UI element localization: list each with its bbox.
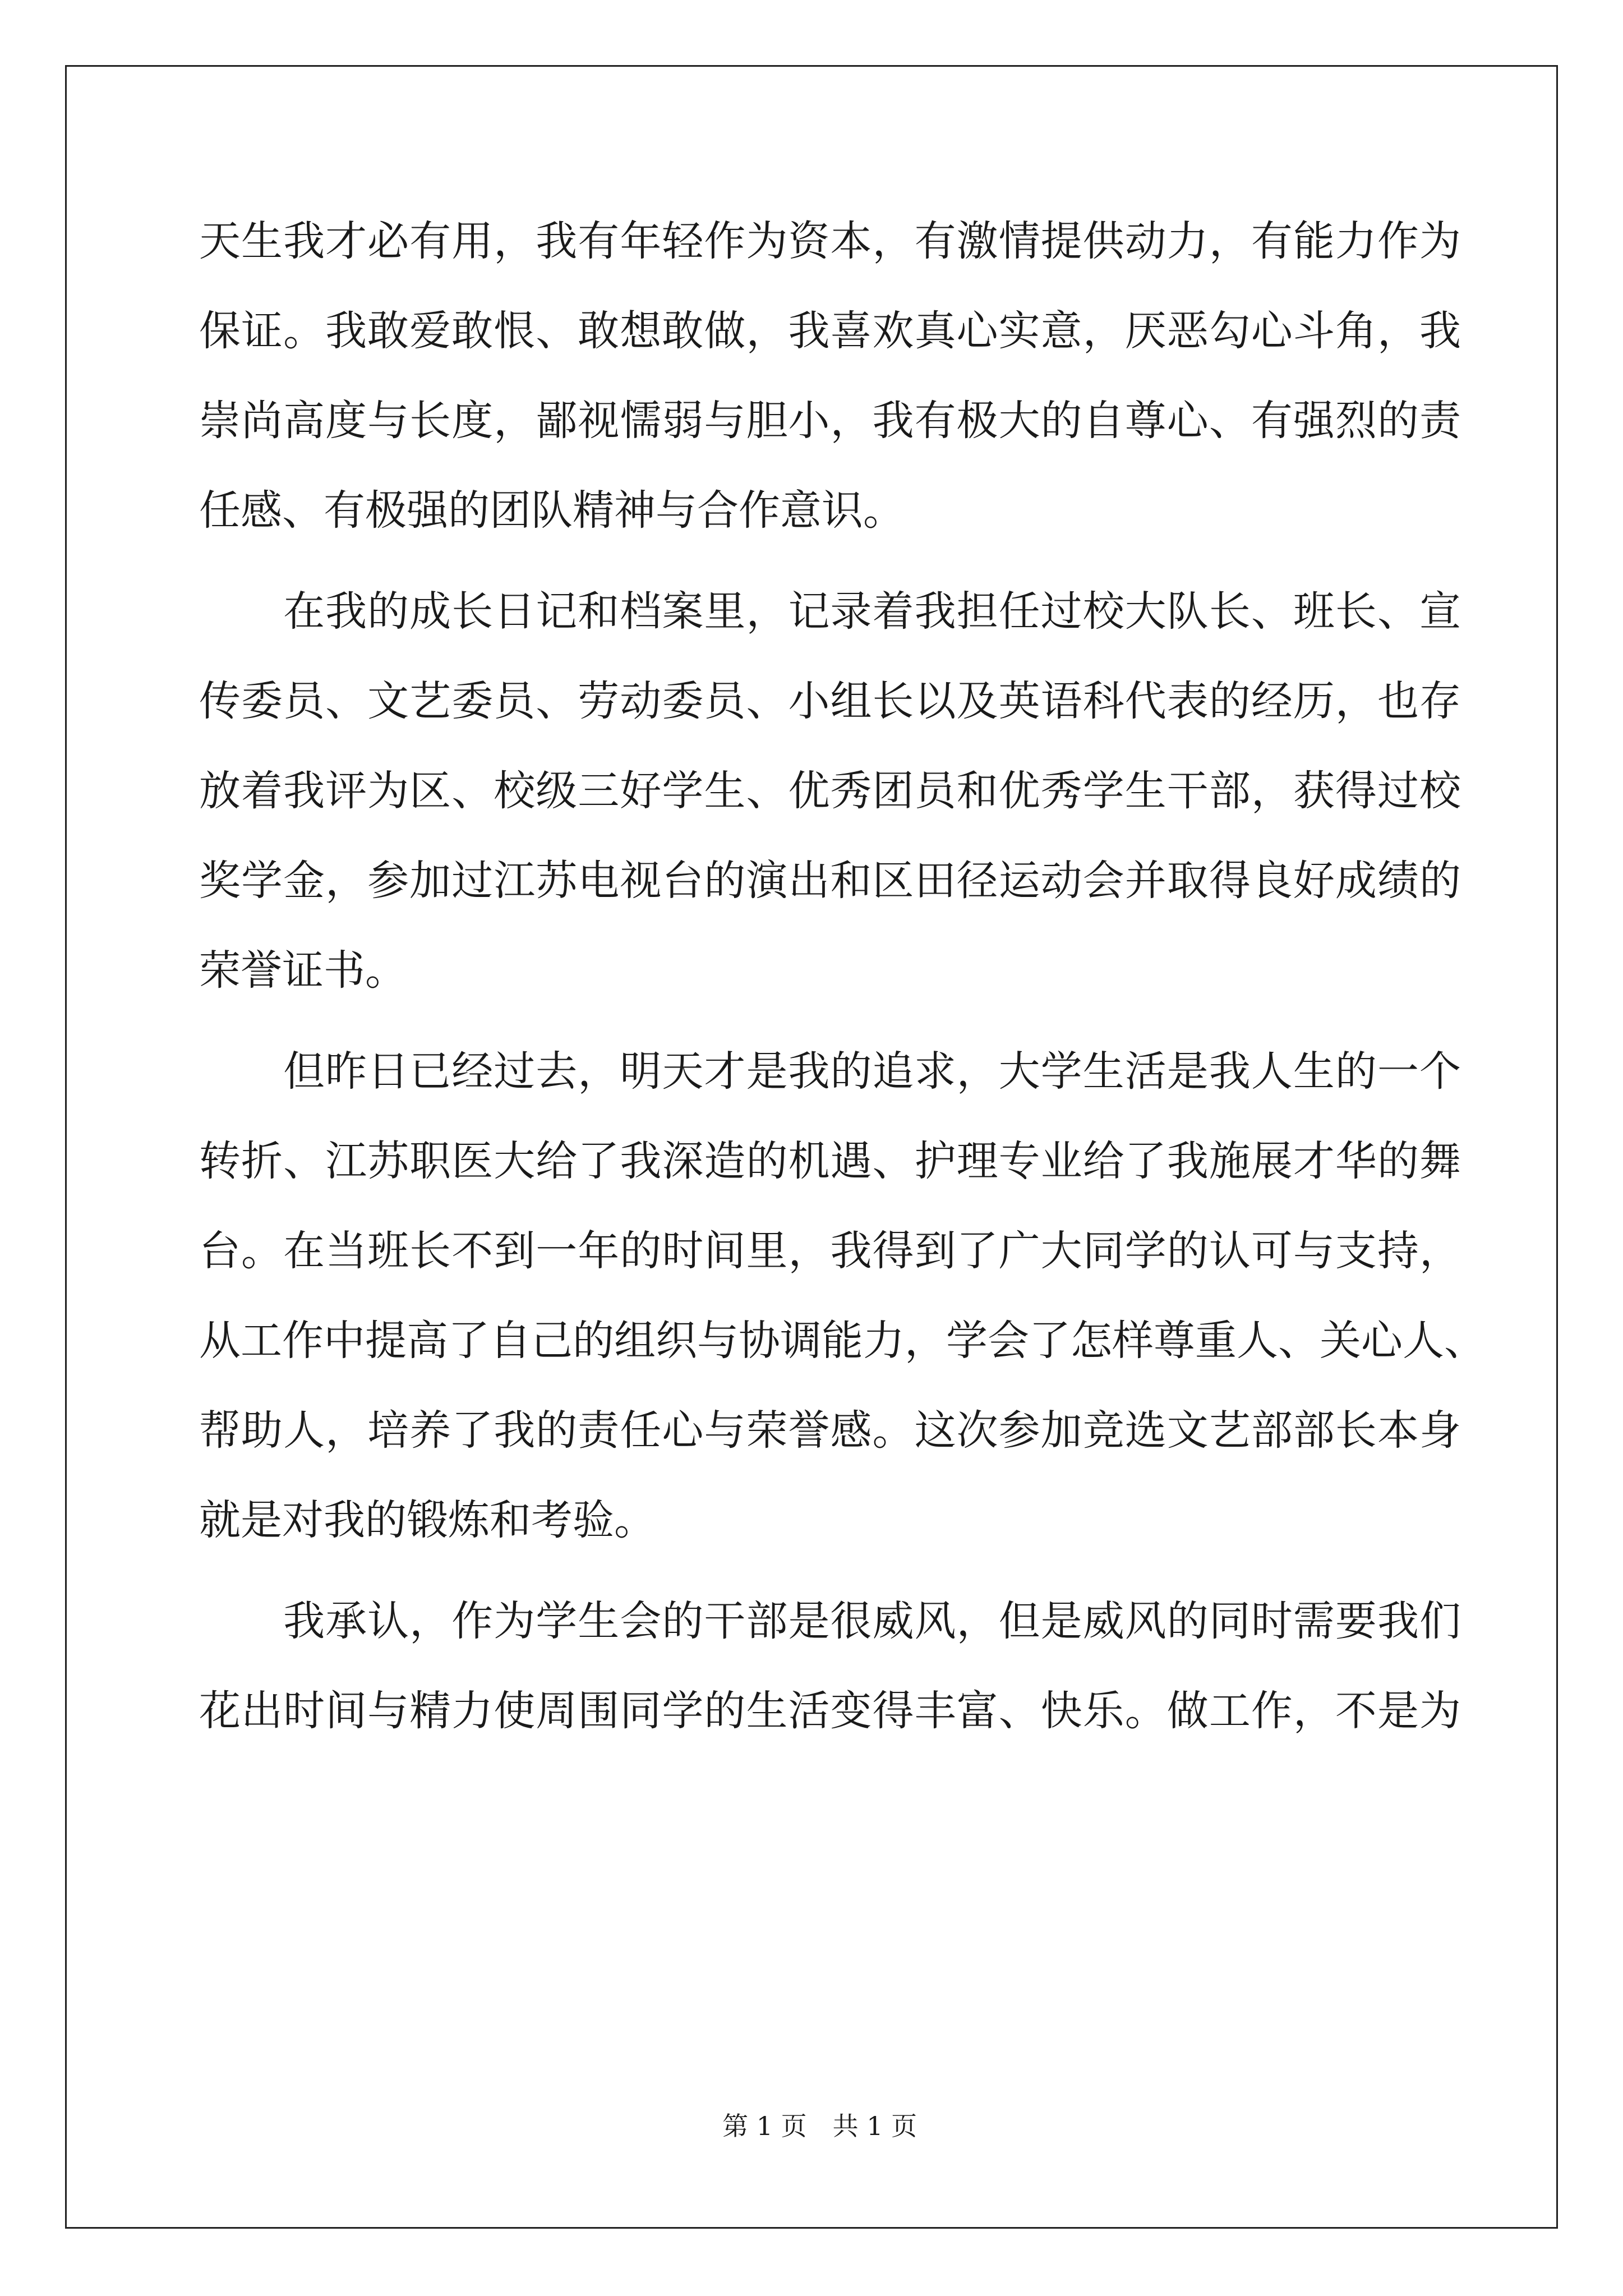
paragraph-line: 从工作中提高了自己的组织与协调能力，学会了怎样尊重人、关心人、: [199, 1317, 1486, 1365]
paragraph-gap: [199, 1565, 1461, 1576]
paragraph-line: 花出时间与精力使周围同学的生活变得丰富、快乐。做工作，不是为: [199, 1687, 1461, 1735]
paragraph-line: 保证。我敢爱敢恨、敢想敢做，我喜欢真心实意，厌恶勾心斗角，我: [199, 307, 1461, 355]
paragraph-line: 荣誉证书。: [199, 946, 407, 995]
paragraph-line: 在我的成长日记和档案里，记录着我担任过校大队长、班长、宣: [199, 587, 1461, 636]
paragraph-line: 天生我才必有用，我有年轻作为资本，有激情提供动力，有能力作为: [199, 217, 1461, 265]
paragraph-gap: [199, 1015, 1461, 1027]
paragraph-line: 崇尚高度与长度，鄙视懦弱与胆小，我有极大的自尊心、有强烈的责: [199, 397, 1461, 445]
paragraph-line: 就是对我的锻炼和考验。: [199, 1496, 656, 1544]
paragraph-line: 我承认，作为学生会的干部是很威风，但是威风的同时需要我们: [199, 1597, 1461, 1645]
document-body: [199, 196, 1486, 1756]
paragraph-line: 台。在当班长不到一年的时间里，我得到了广大同学的认可与支持，: [199, 1227, 1461, 1275]
paragraph-line: 但昨日已经过去，明天才是我的追求，大学生活是我人生的一个: [199, 1047, 1461, 1096]
paragraph-line: 放着我评为区、校级三好学生、优秀团员和优秀学生干部，获得过校: [199, 767, 1461, 815]
paragraph-line: 转折、江苏职医大给了我深造的机遇、护理专业给了我施展才华的舞: [199, 1137, 1461, 1185]
page-footer: [0, 2076, 1623, 2143]
paragraph-line: 传委员、文艺委员、劳动委员、小组长以及英语科代表的经历，也存: [199, 677, 1461, 725]
paragraph-gap: [199, 555, 1461, 567]
paragraph-line: 奖学金，参加过江苏电视台的演出和区田径运动会并取得良好成绩的: [199, 857, 1461, 905]
paragraph-line: 帮助人，培养了我的责任心与荣誉感。这次参加竞选文艺部部长本身: [199, 1406, 1461, 1455]
page-number-label: 第 1 页 共 1 页: [722, 2111, 917, 2141]
paragraph-line: 任感、有极强的团队精神与合作意识。: [199, 486, 905, 535]
